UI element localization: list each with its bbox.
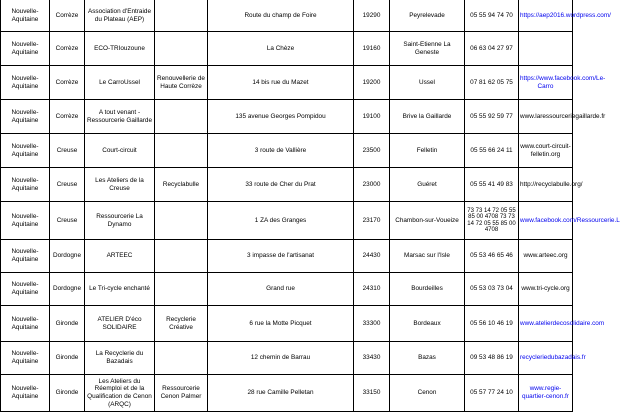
department-cell: Creuse — [50, 134, 85, 168]
city-cell: Chambon-sur-Voueize — [390, 202, 465, 240]
city-cell: Felletin — [390, 134, 465, 168]
region-cell: Nouvelle-Aquitaine — [1, 240, 50, 273]
table-row — [1, 342, 573, 375]
phone-cell: 07 81 62 05 75 — [465, 66, 519, 100]
department-cell: Dordogne — [50, 240, 85, 273]
city-cell: Bordeaux — [390, 306, 465, 342]
table-row — [1, 240, 573, 273]
address-cell: 12 chemin de Barrau — [208, 342, 354, 375]
postal-code-cell: 19100 — [354, 100, 390, 134]
structure-name-cell: ECO-TRIouzoune — [85, 32, 155, 66]
secondary-name-cell — [155, 134, 208, 168]
table-row — [1, 306, 573, 342]
city-cell: Peyrelevade — [390, 0, 465, 32]
city-cell: Cenon — [390, 375, 465, 412]
secondary-name-cell: Renouvellerie de Haute Corrèze — [155, 66, 208, 100]
department-cell: Creuse — [50, 168, 85, 202]
city-cell: Ussel — [390, 66, 465, 100]
region-cell: Nouvelle-Aquitaine — [1, 168, 50, 202]
table-row — [1, 134, 573, 168]
secondary-name-cell — [155, 0, 208, 32]
website-cell[interactable]: https://aep2016.wordpress.com/ — [519, 0, 573, 32]
website-cell[interactable]: www.laressourceriegaillarde.fr — [519, 100, 573, 134]
department-cell: Gironde — [50, 342, 85, 375]
phone-cell: 05 53 46 65 46 — [465, 240, 519, 273]
structure-name-cell: La Recyclerie du Bazadais — [85, 342, 155, 375]
department-cell: Corrèze — [50, 32, 85, 66]
address-cell: 6 rue la Motte Picquet — [208, 306, 354, 342]
phone-cell: 05 55 66 24 11 — [465, 134, 519, 168]
address-cell: 1 ZA des Granges — [208, 202, 354, 240]
phone-cell: 05 53 03 73 04 — [465, 273, 519, 306]
city-cell: Marsac sur l'Isle — [390, 240, 465, 273]
region-cell: Nouvelle-Aquitaine — [1, 66, 50, 100]
address-cell: Grand rue — [208, 273, 354, 306]
table-row — [1, 202, 573, 240]
structure-name-cell: Le CarroUssel — [85, 66, 155, 100]
structure-name-cell: A tout venant - Ressourcerie Gaillarde — [85, 100, 155, 134]
structure-name-cell: Association d'Entraide du Plateau (AEP) — [85, 0, 155, 32]
table-row — [1, 66, 573, 100]
region-cell: Nouvelle-Aquitaine — [1, 32, 50, 66]
department-cell: Corrèze — [50, 66, 85, 100]
website-cell[interactable]: https://www.facebook.com/Le-Carro — [519, 66, 573, 100]
region-cell: Nouvelle-Aquitaine — [1, 342, 50, 375]
region-cell: Nouvelle-Aquitaine — [1, 0, 50, 32]
city-cell: Bourdeilles — [390, 273, 465, 306]
table-row — [1, 375, 573, 412]
city-cell: Brive la Gaillarde — [390, 100, 465, 134]
website-cell[interactable]: www.arteec.org — [519, 240, 573, 273]
secondary-name-cell: Ressourcerie Cenon Palmer — [155, 375, 208, 412]
department-cell: Corrèze — [50, 100, 85, 134]
region-cell: Nouvelle-Aquitaine — [1, 202, 50, 240]
address-cell: Route du champ de Foire — [208, 0, 354, 32]
address-cell: 3 route de Vallière — [208, 134, 354, 168]
table-row — [1, 168, 573, 202]
department-cell: Corrèze — [50, 0, 85, 32]
city-cell: Saint-Etienne La Geneste — [390, 32, 465, 66]
department-cell: Dordogne — [50, 273, 85, 306]
address-cell: 28 rue Camille Pelletan — [208, 375, 354, 412]
secondary-name-cell — [155, 32, 208, 66]
phone-cell: 05 57 77 24 10 — [465, 375, 519, 412]
secondary-name-cell: Recyclerie Créative — [155, 306, 208, 342]
website-cell[interactable]: www.facebook.com/Ressourcerie.L — [519, 202, 573, 240]
postal-code-cell: 19290 — [354, 0, 390, 32]
address-cell: La Chèze — [208, 32, 354, 66]
postal-code-cell: 24430 — [354, 240, 390, 273]
postal-code-cell: 23000 — [354, 168, 390, 202]
phone-cell: 73 73 14 72 05 55 85 00 4708 73 73 14 72 05 55 85 00 4708 — [465, 202, 519, 240]
address-cell: 135 avenue Georges Pompidou — [208, 100, 354, 134]
table-row — [1, 100, 573, 134]
table-row — [1, 273, 573, 306]
city-cell: Bazas — [390, 342, 465, 375]
address-cell: 14 bis rue du Mazet — [208, 66, 354, 100]
region-cell: Nouvelle-Aquitaine — [1, 134, 50, 168]
postal-code-cell: 23500 — [354, 134, 390, 168]
secondary-name-cell — [155, 100, 208, 134]
secondary-name-cell: Recyclabulle — [155, 168, 208, 202]
structure-name-cell: Les Ateliers du Réemploi et de la Qualification de Cenon (ARQC) — [85, 375, 155, 412]
website-cell[interactable]: www.court-circuit-felletin.org — [519, 134, 573, 168]
structure-name-cell: ATELIER D'éco SOLIDAIRE — [85, 306, 155, 342]
website-cell — [519, 32, 573, 66]
table-row — [1, 0, 573, 32]
postal-code-cell: 23170 — [354, 202, 390, 240]
department-cell: Gironde — [50, 375, 85, 412]
table-body — [1, 0, 620, 412]
department-cell: Gironde — [50, 306, 85, 342]
phone-cell: 05 55 41 49 83 — [465, 168, 519, 202]
structure-name-cell: Les Ateliers de la Creuse — [85, 168, 155, 202]
postal-code-cell: 33150 — [354, 375, 390, 412]
region-cell: Nouvelle-Aquitaine — [1, 375, 50, 412]
postal-code-cell: 19200 — [354, 66, 390, 100]
phone-cell: 05 56 10 46 19 — [465, 306, 519, 342]
region-cell: Nouvelle-Aquitaine — [1, 273, 50, 306]
structure-name-cell: Court-circuit — [85, 134, 155, 168]
website-cell[interactable]: www.tri-cycle.org — [519, 273, 573, 306]
website-cell[interactable]: www.regie-quartier-cenon.fr — [519, 375, 573, 412]
website-cell[interactable]: http://recyclabulle.org/ — [519, 168, 573, 202]
secondary-name-cell — [155, 202, 208, 240]
address-cell: 33 route de Cher du Prat — [208, 168, 354, 202]
postal-code-cell: 33300 — [354, 306, 390, 342]
postal-code-cell: 24310 — [354, 273, 390, 306]
secondary-name-cell — [155, 342, 208, 375]
structure-name-cell: Ressourcerie La Dynamo — [85, 202, 155, 240]
region-cell: Nouvelle-Aquitaine — [1, 100, 50, 134]
structure-name-cell: ARTEEC — [85, 240, 155, 273]
phone-cell: 06 63 04 27 97 — [465, 32, 519, 66]
structure-name-cell: Le Tri-cycle enchanté — [85, 273, 155, 306]
phone-cell: 05 55 92 59 77 — [465, 100, 519, 134]
table-row — [1, 32, 573, 66]
address-cell: 3 impasse de l'artisanat — [208, 240, 354, 273]
postal-code-cell: 19160 — [354, 32, 390, 66]
secondary-name-cell — [155, 273, 208, 306]
postal-code-cell: 33430 — [354, 342, 390, 375]
phone-cell: 09 53 48 86 19 — [465, 342, 519, 375]
secondary-name-cell — [155, 240, 208, 273]
region-cell: Nouvelle-Aquitaine — [1, 306, 50, 342]
website-cell[interactable]: www.atelierdecosolidaire.com — [519, 306, 573, 342]
phone-cell: 05 55 94 74 70 — [465, 0, 519, 32]
department-cell: Creuse — [50, 202, 85, 240]
website-cell[interactable]: recycleriedubazadais.fr — [519, 342, 573, 375]
city-cell: Guéret — [390, 168, 465, 202]
